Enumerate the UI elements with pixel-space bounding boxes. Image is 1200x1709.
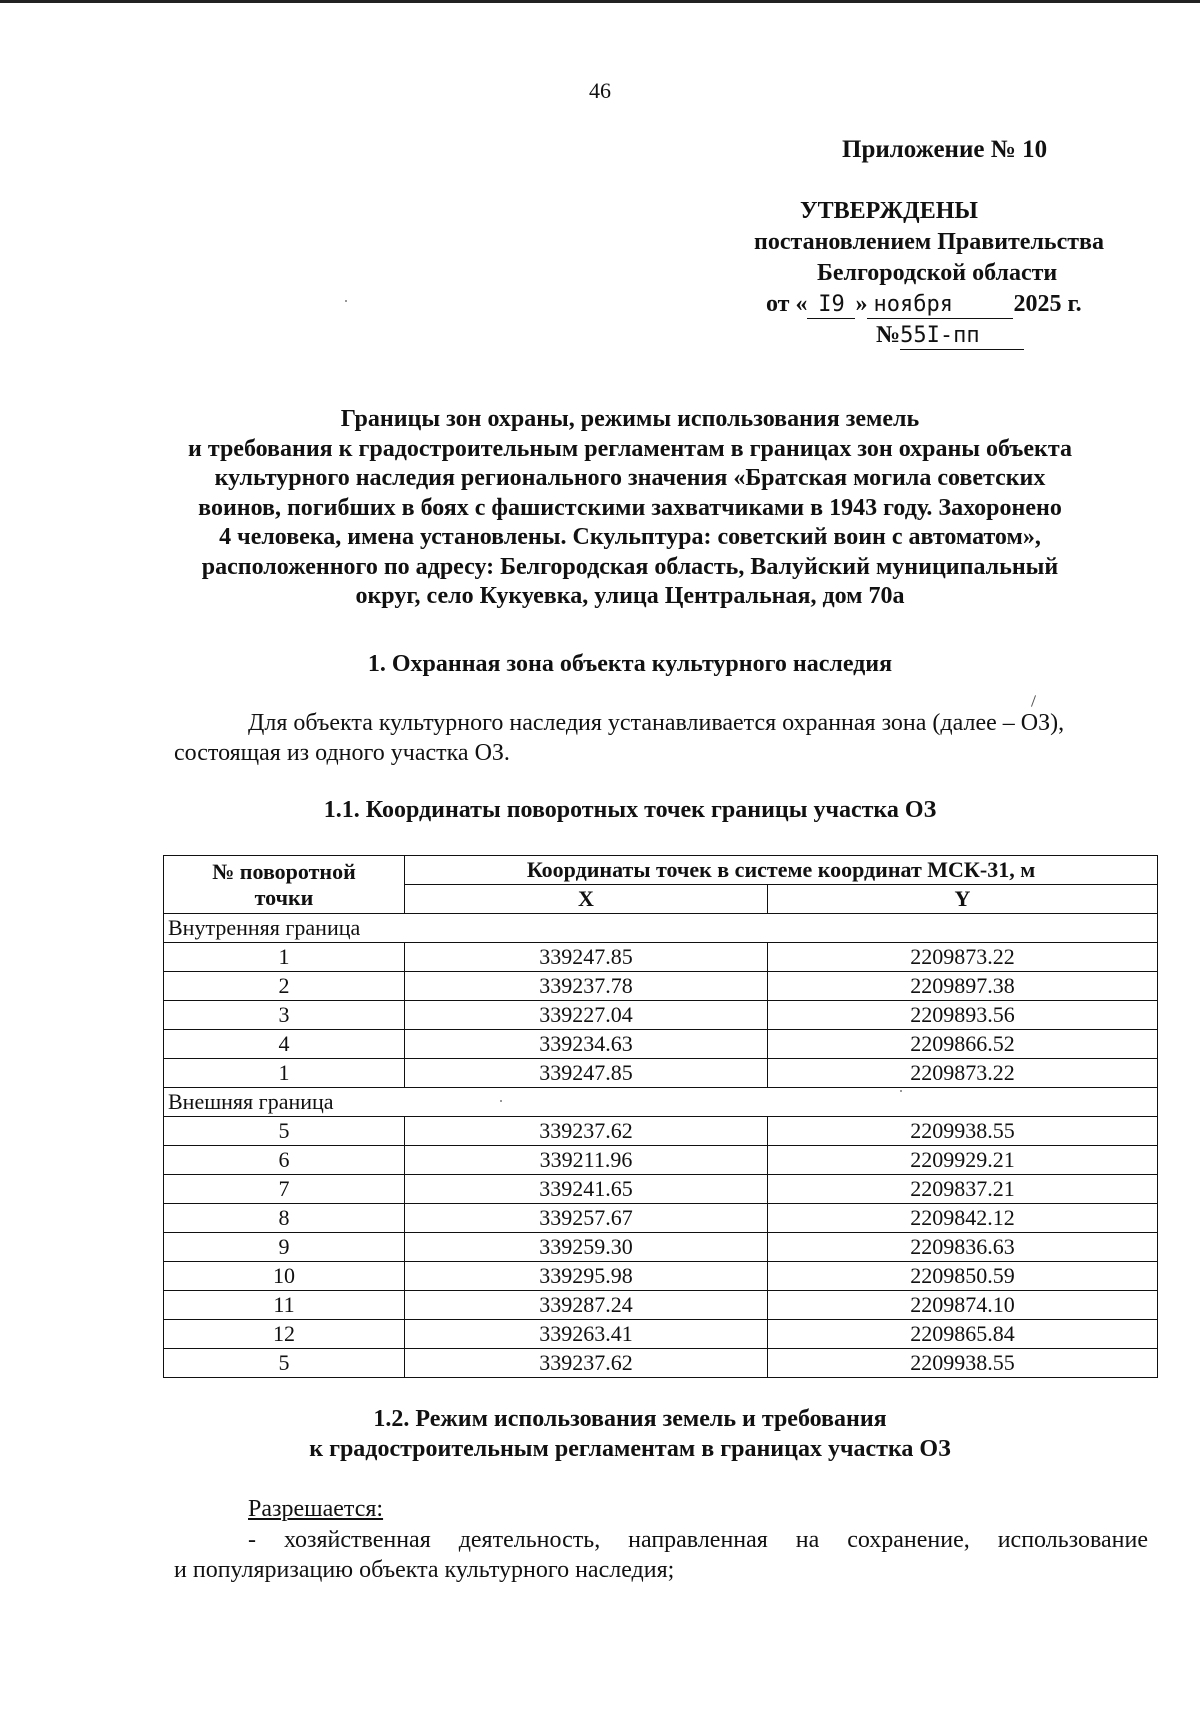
section-1-paragraph-line2: состоящая из одного участка ОЗ. [174, 740, 510, 766]
table-row [164, 1262, 1158, 1291]
col-y-header: Y [768, 885, 1158, 914]
table-row [164, 1349, 1158, 1378]
point-number-cell: 2 [164, 972, 405, 1001]
date-month: ноября [867, 292, 1013, 319]
point-number-cell: 6 [164, 1146, 405, 1175]
table-row [164, 1291, 1158, 1320]
x-coordinate-cell: 339237.78 [405, 972, 768, 1001]
x-coordinate-cell: 339247.85 [405, 1059, 768, 1088]
y-coordinate-cell: 2209873.22 [768, 1059, 1158, 1088]
x-coordinate-cell: 339237.62 [405, 1117, 768, 1146]
document-title [150, 405, 1110, 612]
table-row [164, 1146, 1158, 1175]
y-coordinate-cell: 2209897.38 [768, 972, 1158, 1001]
x-coordinate-cell: 339241.65 [405, 1175, 768, 1204]
section-1-1-heading: 1.1. Координаты поворотных точек границы участка ОЗ [323, 797, 937, 823]
point-number-cell: 5 [164, 1117, 405, 1146]
date-year: 2025 г. [1013, 291, 1082, 317]
scan-top-border [0, 0, 1200, 3]
table-row [164, 1320, 1158, 1349]
x-coordinate-cell: 339234.63 [405, 1030, 768, 1059]
point-number-cell: 1 [164, 943, 405, 972]
y-coordinate-cell: 2209873.22 [768, 943, 1158, 972]
y-coordinate-cell: 2209837.21 [768, 1175, 1158, 1204]
point-number-cell: 11 [164, 1291, 405, 1320]
table-row [164, 943, 1158, 972]
scan-speck [500, 1100, 502, 1102]
section-1-heading: 1. Охранная зона объекта культурного наследия [367, 651, 893, 677]
scan-speck [345, 300, 347, 302]
x-coordinate-cell: 339263.41 [405, 1320, 768, 1349]
group-label: Внешняя граница [164, 1088, 1158, 1117]
scan-speck [900, 1090, 902, 1092]
allowed-item-line1: - хозяйственная деятельность, направленная на сохранение, использование [248, 1527, 1148, 1553]
table-row [164, 1001, 1158, 1030]
approval-number [876, 321, 1024, 350]
col-point-number-header: № поворотной точки [164, 856, 405, 914]
y-coordinate-cell: 2209938.55 [768, 1117, 1158, 1146]
table-group-row [164, 1088, 1158, 1117]
group-label: Внутренняя граница [164, 914, 1158, 943]
point-number-cell: 12 [164, 1320, 405, 1349]
col-coordinates-header: Координаты точек в системе координат МСК-31, м [405, 856, 1158, 885]
section-1-paragraph-line1: Для объекта культурного наследия устанавливается охранная зона (далее – ОЗ), [248, 710, 1065, 736]
title-line: Границы зон охраны, режимы использования земель [340, 406, 920, 432]
col-x-header: X [405, 885, 768, 914]
approval-title: УТВЕРЖДЕНЫ [800, 198, 978, 224]
page-number: 46 [589, 78, 611, 103]
title-line: воинов, погибших в боях с фашистскими захватчиками в 1943 году. Захоронено [198, 494, 1062, 521]
table-row [164, 1175, 1158, 1204]
title-line: культурного наследия регионального значения «Братская могила советских [214, 465, 1046, 491]
y-coordinate-cell: 2209938.55 [768, 1349, 1158, 1378]
x-coordinate-cell: 339247.85 [405, 943, 768, 972]
point-number-cell: 8 [164, 1204, 405, 1233]
date-prefix: от « [766, 291, 808, 317]
coordinates-table [163, 855, 1158, 1378]
x-coordinate-cell: 339237.62 [405, 1349, 768, 1378]
table-row [164, 1117, 1158, 1146]
x-coordinate-cell: 339295.98 [405, 1262, 768, 1291]
table-row [164, 972, 1158, 1001]
point-number-cell: 1 [164, 1059, 405, 1088]
x-coordinate-cell: 339257.67 [405, 1204, 768, 1233]
table-row [164, 1030, 1158, 1059]
point-number-cell: 4 [164, 1030, 405, 1059]
y-coordinate-cell: 2209836.63 [768, 1233, 1158, 1262]
y-coordinate-cell: 2209866.52 [768, 1030, 1158, 1059]
section-1-2-heading-line1: 1.2. Режим использования земель и требования [373, 1406, 887, 1432]
date-mid: » [855, 291, 868, 317]
approval-date [766, 290, 1082, 319]
approval-issuer: постановлением Правительства [754, 229, 1105, 255]
table-row [164, 1233, 1158, 1262]
y-coordinate-cell: 2209865.84 [768, 1320, 1158, 1349]
y-coordinate-cell: 2209929.21 [768, 1146, 1158, 1175]
point-number-cell: 7 [164, 1175, 405, 1204]
title-line: округ, село Кукуевка, улица Центральная, дом 70а [355, 583, 905, 609]
x-coordinate-cell: 339211.96 [405, 1146, 768, 1175]
point-number-cell: 10 [164, 1262, 405, 1291]
y-coordinate-cell: 2209874.10 [768, 1291, 1158, 1320]
allowed-label: Разрешается: [248, 1496, 384, 1522]
x-coordinate-cell: 339287.24 [405, 1291, 768, 1320]
scan-mark [1031, 695, 1036, 707]
allowed-item-line2: и популяризацию объекта культурного наследия; [174, 1557, 675, 1583]
title-line: расположенного по адресу: Белгородская область, Валуйский муниципальный [201, 553, 1059, 580]
x-coordinate-cell: 339227.04 [405, 1001, 768, 1030]
title-line: 4 человека, имена установлены. Скульптура: советский воин с автоматом», [219, 524, 1041, 550]
table-row [164, 1059, 1158, 1088]
table-header-row [164, 856, 1158, 885]
date-day: I9 [807, 292, 855, 319]
x-coordinate-cell: 339259.30 [405, 1233, 768, 1262]
number-prefix: № [876, 322, 901, 348]
title-line: и требования к градостроительным регламентам в границах зон охраны объекта [188, 435, 1072, 462]
y-coordinate-cell: 2209842.12 [768, 1204, 1158, 1233]
y-coordinate-cell: 2209893.56 [768, 1001, 1158, 1030]
point-number-cell: 9 [164, 1233, 405, 1262]
number-value: 55I-пп [900, 323, 1024, 350]
point-number-cell: 5 [164, 1349, 405, 1378]
table-row [164, 1204, 1158, 1233]
point-number-cell: 3 [164, 1001, 405, 1030]
appendix-label: Приложение № 10 [842, 136, 1048, 163]
section-1-2-heading-line2: к градостроительным регламентам в границах участка ОЗ [309, 1436, 951, 1462]
approval-region: Белгородской области [817, 260, 1058, 286]
table-group-row [164, 914, 1158, 943]
y-coordinate-cell: 2209850.59 [768, 1262, 1158, 1291]
